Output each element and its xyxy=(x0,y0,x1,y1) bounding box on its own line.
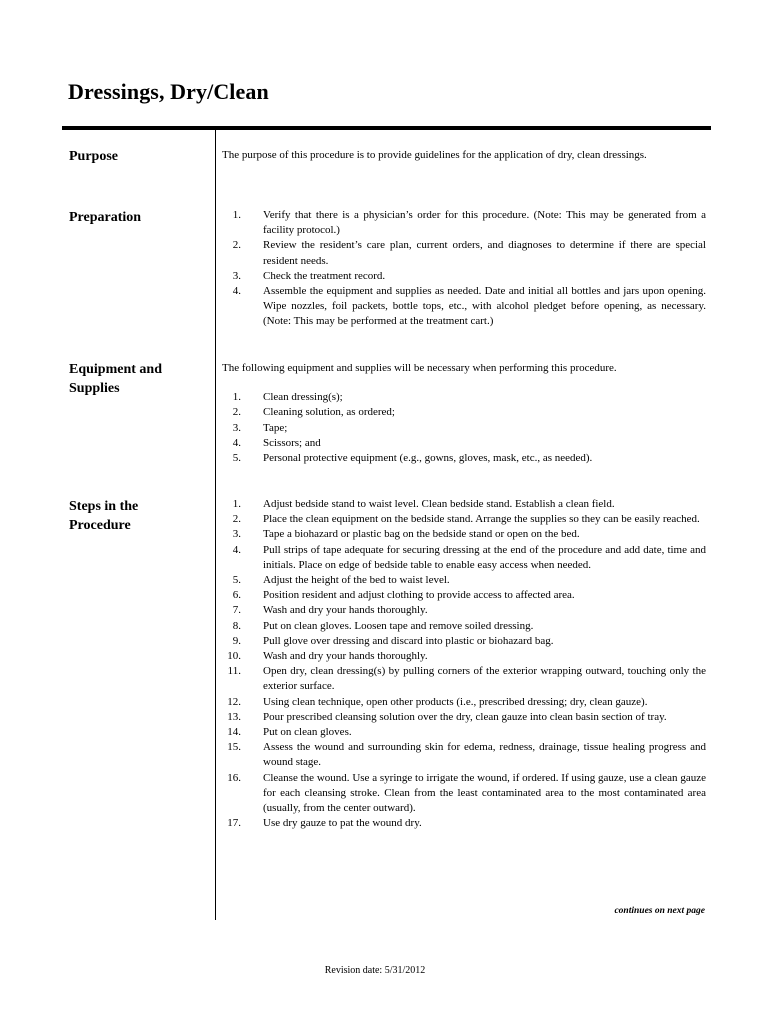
item-text: Wash and dry your hands thoroughly. xyxy=(263,604,428,617)
list-item xyxy=(222,512,706,527)
column-divider xyxy=(215,130,216,920)
item-text: Pull strips of tape adequate for securing dressing at the end of the procedure and add date, time and initials. Place on edge of bedside table to enable easy access when needed. xyxy=(263,543,706,571)
list-item xyxy=(222,740,706,770)
item-number: 3. xyxy=(232,528,241,541)
item-text: Assess the wound and surrounding skin for edema, redness, drainage, tissue healing progress and wound stage. xyxy=(263,741,706,769)
item-text: Use dry gauze to pat the wound dry. xyxy=(263,817,422,830)
list-item xyxy=(222,664,706,694)
preparation-label: Preparation xyxy=(69,210,142,225)
list-item xyxy=(222,208,706,238)
steps-label-line1: Steps in the xyxy=(69,499,139,514)
item-number: 12. xyxy=(227,695,241,708)
list-item xyxy=(222,436,706,451)
item-text: Pour prescribed cleansing solution over the dry, clean gauze into clean basin section of tray. xyxy=(263,710,667,723)
item-number: 10. xyxy=(227,650,241,663)
list-item xyxy=(222,451,706,466)
list-item xyxy=(222,649,706,664)
list-item xyxy=(222,603,706,618)
list-item xyxy=(222,710,706,725)
list-item xyxy=(222,588,706,603)
list-item xyxy=(222,527,706,542)
list-item xyxy=(222,573,706,588)
list-item xyxy=(222,390,706,405)
item-text: Using clean technique, open other products (i.e., prescribed dressing; dry, clean gauze). xyxy=(263,695,648,708)
item-number: 17. xyxy=(227,817,241,830)
item-number: 11. xyxy=(227,665,241,678)
steps-section xyxy=(222,497,706,831)
steps-list xyxy=(222,497,706,831)
item-text: Adjust the height of the bed to waist level. xyxy=(263,574,450,587)
list-item xyxy=(222,619,706,634)
item-text: Scissors; and xyxy=(263,436,321,449)
preparation-list xyxy=(222,208,706,330)
item-text: Review the resident’s care plan, current orders, and diagnoses to determine if there are special resident needs. xyxy=(263,239,706,267)
item-number: 6. xyxy=(232,589,241,602)
item-text: Clean dressing(s); xyxy=(263,391,343,404)
preparation-section xyxy=(222,208,706,330)
equipment-label-line2: Supplies xyxy=(69,381,120,396)
item-text: Verify that there is a physician’s order for this procedure. (Note: This may be generated from a facility protocol.) xyxy=(263,209,706,237)
item-text: Put on clean gloves. Loosen tape and remove soiled dressing. xyxy=(263,619,534,632)
item-number: 3. xyxy=(232,421,241,434)
steps-label-line2: Procedure xyxy=(69,518,131,533)
list-item xyxy=(222,725,706,740)
item-text: Wash and dry your hands thoroughly. xyxy=(263,650,428,663)
continues-note: continues on next page xyxy=(614,906,705,916)
item-number: 15. xyxy=(227,741,241,754)
purpose-section xyxy=(222,148,706,163)
item-text: Cleaning solution, as ordered; xyxy=(263,406,395,419)
list-item xyxy=(222,238,706,268)
item-number: 9. xyxy=(232,634,241,647)
item-number: 7. xyxy=(232,604,241,617)
item-number: 2. xyxy=(232,239,241,252)
equipment-section xyxy=(222,361,706,466)
item-number: 2. xyxy=(232,513,241,526)
list-item xyxy=(222,543,706,573)
list-item xyxy=(222,269,706,284)
title-rule xyxy=(62,126,711,130)
item-number: 3. xyxy=(232,269,241,282)
item-text: Adjust bedside stand to waist level. Clean bedside stand. Establish a clean field. xyxy=(263,498,615,510)
item-number: 8. xyxy=(232,619,241,632)
item-number: 2. xyxy=(232,406,241,419)
item-text: Pull glove over dressing and discard into plastic or biohazard bag. xyxy=(263,634,554,647)
equipment-label-line1: Equipment and xyxy=(69,362,162,377)
item-text: Tape; xyxy=(263,421,288,434)
item-number: 4. xyxy=(232,543,241,556)
item-text: Personal protective equipment (e.g., gowns, gloves, mask, etc., as needed). xyxy=(263,452,593,465)
item-number: 5. xyxy=(232,574,241,587)
revision-date: Revision date: 5/31/2012 xyxy=(324,965,426,976)
item-number: 5. xyxy=(232,452,241,465)
list-item xyxy=(222,816,706,831)
item-number: 13. xyxy=(227,710,241,723)
item-number: 1. xyxy=(232,498,241,510)
item-text: Position resident and adjust clothing to provide access to affected area. xyxy=(263,589,575,602)
list-item xyxy=(222,421,706,436)
item-text: Put on clean gloves. xyxy=(263,726,352,739)
item-number: 4. xyxy=(232,285,241,298)
list-item xyxy=(222,695,706,710)
list-item xyxy=(222,405,706,420)
item-text: Cleanse the wound. Use a syringe to irrigate the wound, if ordered. If using gauze, use a clean gauze for each cleansing stroke. Clean from the least contaminated area to the most contaminated area (usually, from the center outward). xyxy=(263,771,706,815)
list-item xyxy=(222,771,706,817)
purpose-text: The purpose of this procedure is to provide guidelines for the application of dry, clean dressings. xyxy=(222,149,647,161)
item-number: 4. xyxy=(232,436,241,449)
equipment-list xyxy=(222,390,706,466)
item-text: Assemble the equipment and supplies as needed. Date and initial all bottles and jars upon opening. Wipe nozzles, foil packets, bottle tops, etc., with alcohol pledget before opening, as necessary. (Note: This may be performed at the treatment cart.) xyxy=(263,285,706,328)
equipment-intro: The following equipment and supplies will be necessary when performing this procedure. xyxy=(222,362,617,374)
item-text: Tape a biohazard or plastic bag on the bedside stand or open on the bed. xyxy=(263,528,580,541)
list-item xyxy=(222,634,706,649)
item-text: Check the treatment record. xyxy=(263,269,386,282)
purpose-label: Purpose xyxy=(69,149,118,164)
equipment-label xyxy=(69,360,162,398)
item-text: Open dry, clean dressing(s) by pulling corners of the exterior wrapping outward, touching only the exterior surface. xyxy=(263,665,706,693)
list-item xyxy=(222,284,706,330)
item-number: 1. xyxy=(232,391,241,404)
steps-label xyxy=(69,497,138,535)
item-number: 1. xyxy=(232,209,241,221)
item-number: 14. xyxy=(227,726,241,739)
page-title: Dressings, Dry/Clean xyxy=(68,79,269,104)
list-item xyxy=(222,497,706,512)
item-number: 16. xyxy=(227,771,241,784)
item-text: Place the clean equipment on the bedside stand. Arrange the supplies so they can be easily reached. xyxy=(263,513,700,526)
